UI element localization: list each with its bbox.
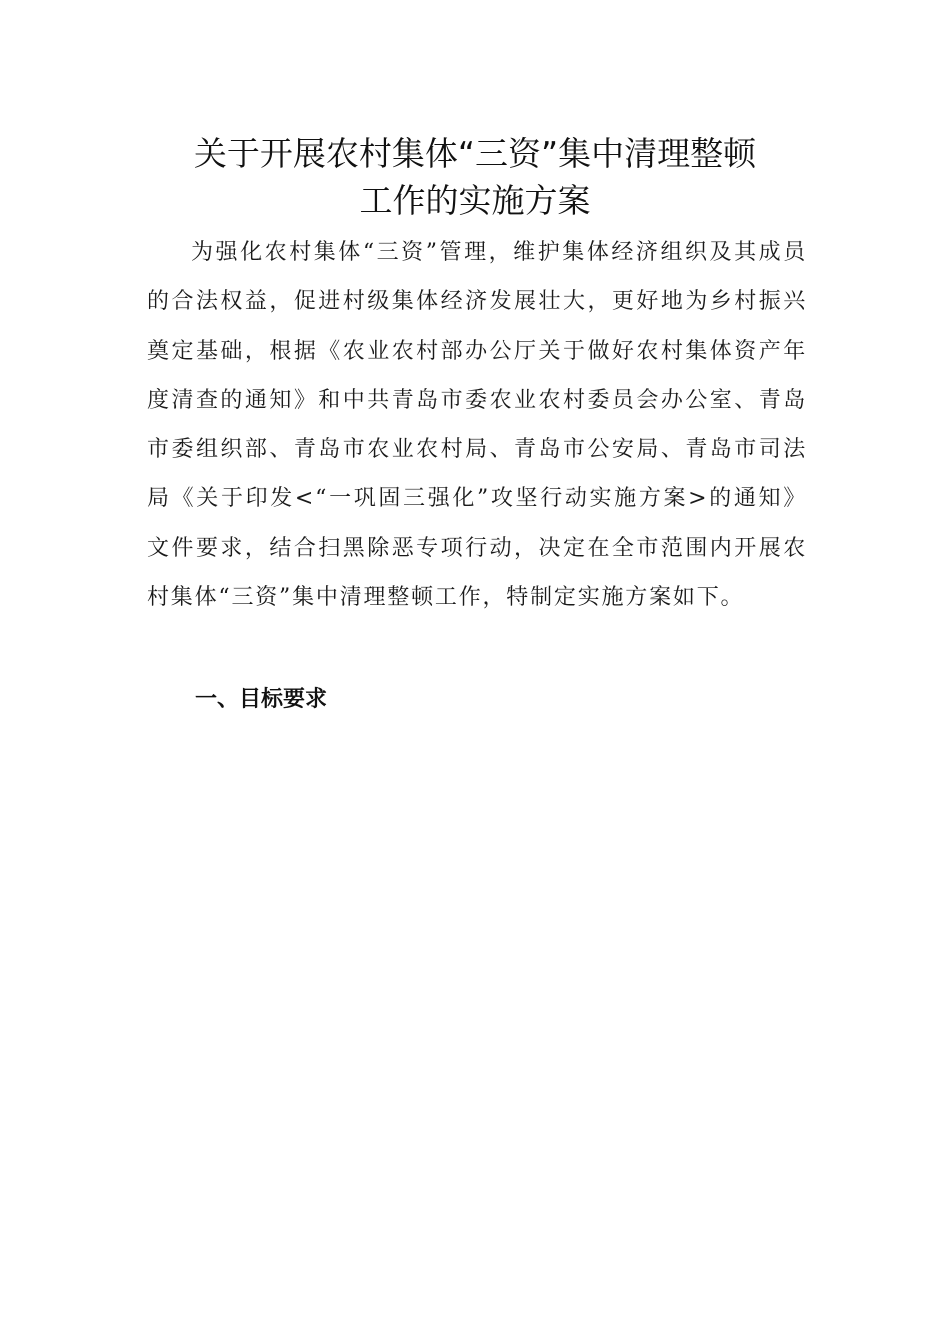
title-line-1: 关于开展农村集体“三资”集中清理整顿: [193, 134, 757, 173]
section-heading-goals: 一、目标要求: [195, 687, 328, 712]
intro-paragraph: 为强化农村集体“三资”管理，维护集体经济组织及其成员的合法权益，促进村级集体经济发展壮大，更好地为乡村振兴奠定基础，根据《农业农村部办公厅关于做好农村集体资产年度清查的通知》和中共青岛市委农业农村委员会办公室、青岛市委组织部、青岛市农业农村局、青岛市公安局、青岛市司法局《关于印发<“一巩固三强化”攻坚行动实施方案>的通知》文件要求，结合扫黑除恶专项行动，决定在全市范围内开展农村集体“三资”集中清理整顿工作，特制定实施方案如下。: [147, 240, 807, 611]
document-title: [145, 130, 805, 224]
title-line-2: 工作的实施方案: [359, 181, 591, 220]
